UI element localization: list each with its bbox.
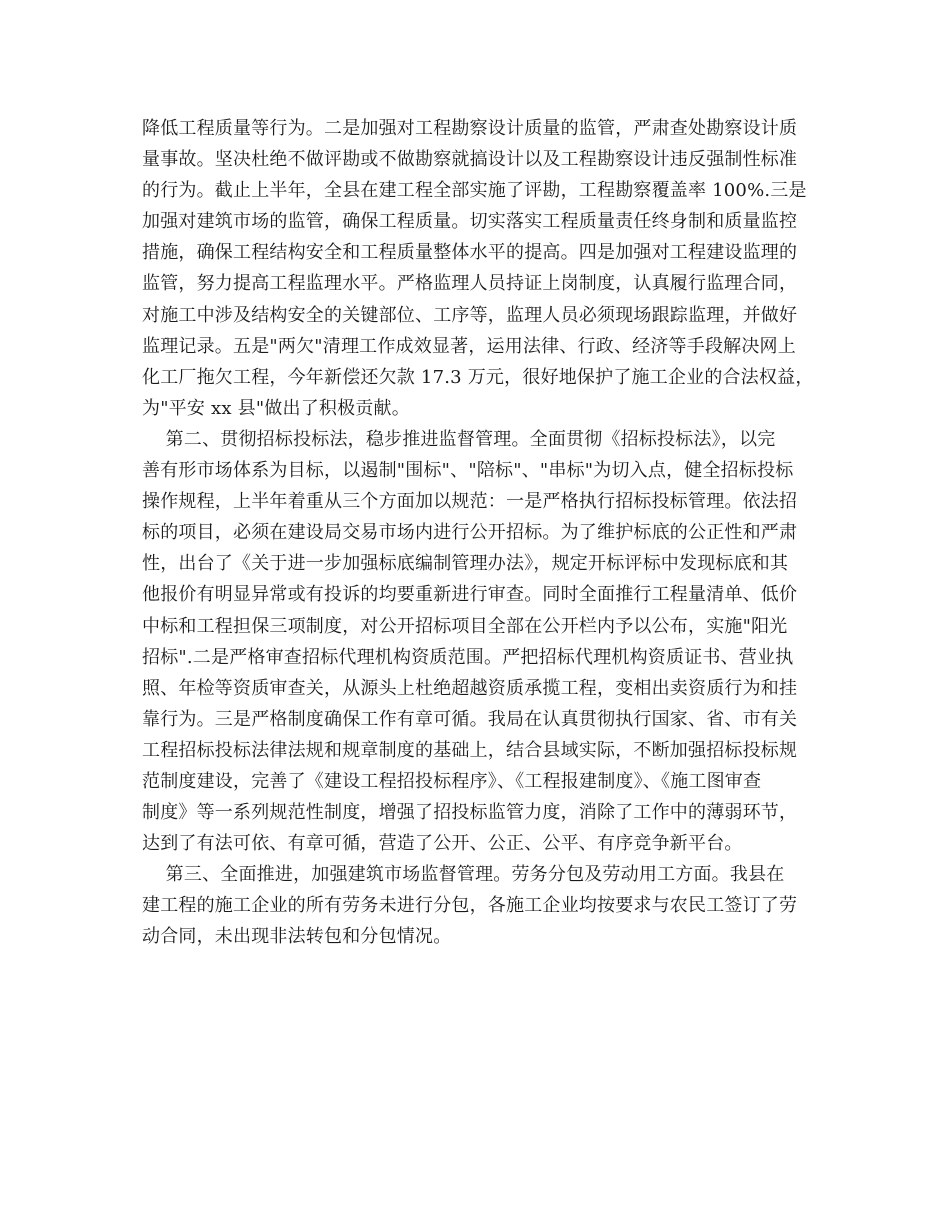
text-line: 建工程的施工企业的所有劳务未进行分包，各施工企业均按要求与农民工签订了劳 xyxy=(142,895,798,917)
text-line: 达到了有法可依、有章可循，营造了公开、公正、公平、有序竞争新平台。 xyxy=(142,833,743,855)
text-line: 他报价有明显异常或有投诉的均要重新进行审查。同时全面推行工程量清单、低价 xyxy=(142,584,798,606)
text-line: 加强对建筑市场的监管，确保工程质量。切实落实工程质量责任终身制和质量监控 xyxy=(142,211,798,233)
text-line: 标的项目，必须在建设局交易市场内进行公开招标。为了维护标底的公正性和严肃 xyxy=(142,522,798,544)
text-line: 监管，努力提高工程监理水平。严格监理人员持证上岗制度，认真履行监理合同， xyxy=(142,273,798,295)
text-line: 动合同，未出现非法转包和分包情况。 xyxy=(142,926,452,948)
text-line: 操作规程，上半年着重从三个方面加以规范：一是严格执行招标投标管理。依法招 xyxy=(142,491,798,513)
text-line: 降低工程质量等行为。二是加强对工程勘察设计质量的监管，严肃查处勘察设计质 xyxy=(142,118,798,139)
text-line: 制度》等一系列规范性制度，增强了招投标监管力度，消除了工作中的薄弱环节， xyxy=(142,802,798,824)
text-line: 靠行为。三是严格制度确保工作有章可循。我局在认真贯彻执行国家、省、市有关 xyxy=(142,708,798,730)
text-line: 化工厂拖欠工程，今年新偿还欠款 17.3 万元，很好地保护了施工企业的合法权益， xyxy=(142,366,814,388)
document-body xyxy=(142,113,824,953)
text-line: 性，出台了《关于进一步加强标底编制管理办法》，规定开标评标中发现标底和其 xyxy=(142,553,789,575)
text-line: 招标".二是严格审查招标代理机构资质范围。严把招标代理机构资质证书、营业执 xyxy=(142,646,794,668)
text-line: 照、年检等资质审查关，从源头上杜绝超越资质承揽工程，变相出卖资质行为和挂 xyxy=(142,677,798,699)
paragraph-start-line: 第二、贯彻招标投标法，稳步推进监督管理。全面贯彻《招标投标法》，以完 xyxy=(142,428,776,450)
text-line: 范制度建设，完善了《建设工程招投标程序》、《工程报建制度》、《施工图审查 xyxy=(142,770,762,792)
text-line: 措施，确保工程结构安全和工程质量整体水平的提高。四是加强对工程建设监理的 xyxy=(142,242,798,264)
text-line: 量事故。坚决杜绝不做评勘或不做勘察就搞设计以及工程勘察设计违反强制性标准 xyxy=(142,149,798,171)
text-line: 工程招标投标法律法规和规章制度的基础上，结合县域实际，不断加强招标投标规 xyxy=(142,739,798,761)
text-line: 对施工中涉及结构安全的关键部位、工序等，监理人员必须现场跟踪监理，并做好 xyxy=(142,304,798,326)
text-line: 的行为。截止上半年，全县在建工程全部实施了评勘，工程勘察覆盖率 100%.三是 xyxy=(142,180,807,202)
text-line: 中标和工程担保三项制度，对公开招标项目全部在公开栏内予以公布，实施"阳光 xyxy=(142,615,788,637)
text-line: 善有形市场体系为目标，以遏制"围标"、"陪标"、"串标"为切入点，健全招标投标 xyxy=(142,460,794,482)
text-line: 为"平安 xx 县"做出了积极贡献。 xyxy=(142,397,410,419)
text-line: 监理记录。五是"两欠"清理工作成效显著，运用法律、行政、经济等手段解决网上 xyxy=(142,335,796,357)
paragraph-start-line: 第三、全面推进，加强建筑市场监督管理。劳务分包及劳动用工方面。我县在 xyxy=(142,864,785,886)
